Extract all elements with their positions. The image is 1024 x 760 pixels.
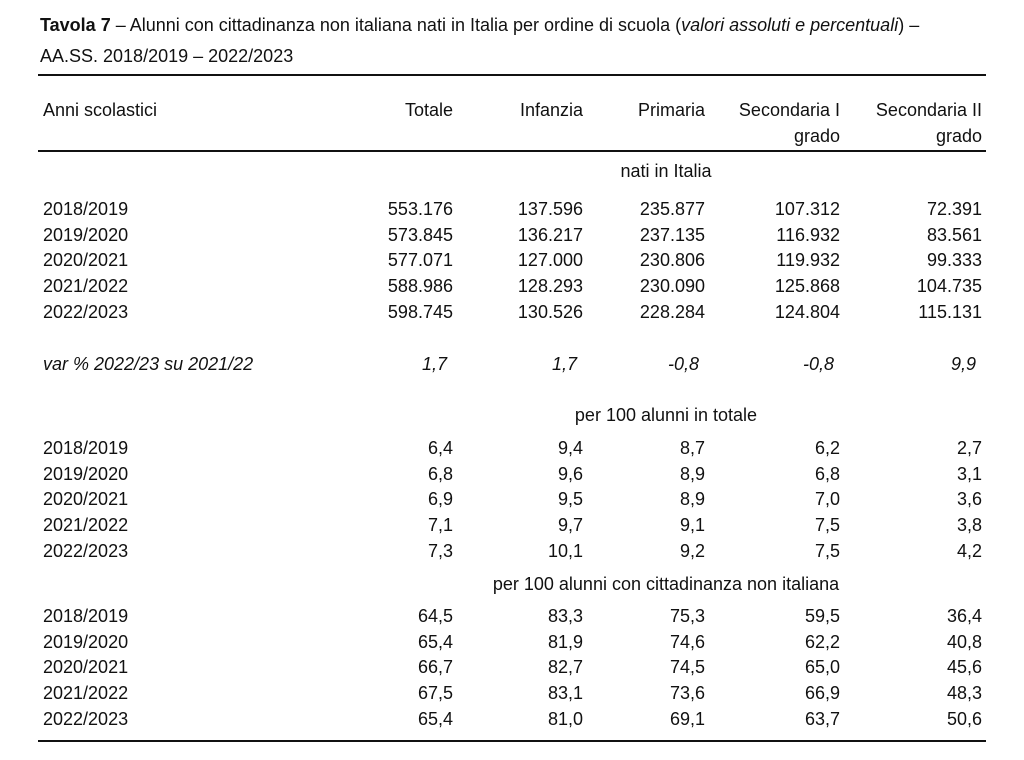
cell-primaria: 74,6 — [669, 631, 705, 652]
cell-secondaria-ii: 99.333 — [926, 250, 982, 271]
header-infanzia: Infanzia — [519, 100, 583, 120]
row-year: 2019/2020 — [43, 463, 129, 484]
cell-totale: 553.176 — [387, 199, 453, 219]
cell-secondaria-i: 116.932 — [776, 224, 840, 245]
cell-secondaria-ii: 3,1 — [956, 463, 982, 484]
cell-secondaria-i: 6,2 — [814, 438, 840, 458]
cell-secondaria-ii: 40,8 — [946, 631, 982, 652]
row-year: 2019/2020 — [43, 631, 129, 652]
cell-secondaria-i: 125.868 — [774, 276, 840, 297]
cell-primaria: 74,5 — [669, 657, 705, 678]
cell-primaria: 8,7 — [679, 438, 705, 458]
cell-infanzia: 128.293 — [517, 276, 583, 297]
table-caption — [40, 10, 1000, 72]
row-year: 2021/2022 — [43, 683, 129, 704]
cell-secondaria-i: 65,0 — [804, 657, 840, 678]
header-primaria: Primaria — [637, 100, 705, 120]
cell-totale: 64,5 — [417, 606, 453, 626]
header-secondaria-i-line2: grado — [793, 126, 840, 146]
cell-primaria: 9,1 — [679, 515, 705, 536]
header-totale: Totale — [404, 100, 453, 120]
cell-totale: 6,4 — [427, 438, 453, 458]
row-year: 2020/2021 — [43, 250, 129, 271]
cell-primaria: 235.877 — [639, 199, 705, 219]
row-year: 2020/2021 — [43, 657, 129, 678]
section-title: per 100 alunni in totale — [574, 405, 758, 425]
cell-secondaria-ii: 115.131 — [918, 301, 982, 322]
cell-secondaria-i: 7,5 — [814, 515, 840, 536]
cell-totale: 7,1 — [427, 515, 453, 536]
cell-primaria: 237.135 — [639, 224, 705, 245]
row-year: 2018/2019 — [43, 199, 129, 219]
row-year: 2021/2022 — [43, 515, 129, 536]
header-secondaria-ii-line2: grado — [935, 126, 982, 146]
caption-text-end: ) – — [898, 15, 920, 35]
cell-primaria: 69,1 — [669, 708, 705, 729]
row-year: 2022/2023 — [43, 301, 129, 322]
cell-totale: 6,9 — [427, 489, 453, 510]
variation-secondaria-ii: 9,9 — [950, 354, 976, 374]
caption-italic: valori assoluti e percentuali — [681, 15, 899, 35]
cell-totale: 588.986 — [387, 276, 453, 297]
cell-secondaria-i: 6,8 — [814, 463, 840, 484]
cell-secondaria-i: 119.932 — [776, 250, 840, 271]
top-rule — [38, 74, 986, 76]
variation-primaria: -0,8 — [667, 354, 699, 374]
section-title: nati in Italia — [620, 161, 712, 181]
cell-infanzia: 82,7 — [547, 657, 583, 678]
cell-totale: 7,3 — [427, 540, 453, 561]
header-anni-scolastici: Anni scolastici — [43, 100, 158, 120]
cell-totale: 66,7 — [417, 657, 453, 678]
cell-primaria: 230.806 — [639, 250, 705, 271]
variation-infanzia: 1,7 — [551, 354, 577, 374]
row-year: 2020/2021 — [43, 489, 129, 510]
cell-totale: 65,4 — [417, 631, 453, 652]
cell-primaria: 8,9 — [679, 489, 705, 510]
cell-infanzia: 130.526 — [517, 301, 583, 322]
cell-secondaria-ii: 48,3 — [946, 683, 982, 704]
cell-secondaria-ii: 50,6 — [946, 708, 982, 729]
cell-primaria: 73,6 — [669, 683, 705, 704]
cell-totale: 6,8 — [427, 463, 453, 484]
header-secondaria-i-line1: Secondaria I — [738, 100, 840, 120]
row-year: 2019/2020 — [43, 224, 129, 245]
cell-infanzia: 10,1 — [547, 540, 583, 561]
cell-secondaria-ii: 3,8 — [956, 515, 982, 536]
cell-primaria: 8,9 — [679, 463, 705, 484]
cell-infanzia: 83,1 — [547, 683, 583, 704]
row-year: 2021/2022 — [43, 276, 129, 297]
row-year: 2018/2019 — [43, 438, 129, 458]
cell-secondaria-ii: 36,4 — [946, 606, 982, 626]
cell-secondaria-i: 107.312 — [774, 199, 840, 219]
cell-infanzia: 9,6 — [557, 463, 583, 484]
cell-primaria: 9,2 — [679, 540, 705, 561]
cell-secondaria-i: 7,0 — [814, 489, 840, 510]
cell-primaria: 75,3 — [669, 606, 705, 626]
cell-infanzia: 136.217 — [517, 224, 583, 245]
cell-totale: 577.071 — [387, 250, 453, 271]
header-secondaria-i — [700, 97, 840, 149]
cell-infanzia: 81,0 — [547, 708, 583, 729]
caption-text: – Alunni con cittadinanza non italiana nati in Italia per ordine di scuola ( — [110, 15, 682, 35]
cell-secondaria-i: 66,9 — [804, 683, 840, 704]
cell-totale: 598.745 — [387, 301, 453, 322]
cell-totale: 67,5 — [417, 683, 453, 704]
cell-secondaria-i: 124.804 — [774, 301, 840, 322]
variation-secondaria-i: -0,8 — [802, 354, 834, 374]
header-rule — [38, 150, 986, 152]
caption-label: Tavola 7 — [40, 15, 111, 35]
cell-infanzia: 81,9 — [547, 631, 583, 652]
cell-secondaria-i: 7,5 — [814, 540, 840, 561]
cell-secondaria-ii: 45,6 — [946, 657, 982, 678]
header-secondaria-ii-line1: Secondaria II — [875, 100, 982, 120]
cell-totale: 65,4 — [417, 708, 453, 729]
cell-secondaria-ii: 83.561 — [926, 224, 982, 245]
variation-totale: 1,7 — [421, 354, 447, 374]
row-year: 2018/2019 — [43, 606, 129, 626]
cell-secondaria-i: 63,7 — [804, 708, 840, 729]
cell-primaria: 228.284 — [639, 301, 705, 322]
cell-secondaria-i: 59,5 — [804, 606, 840, 626]
cell-primaria: 230.090 — [639, 276, 705, 297]
cell-infanzia: 9,4 — [557, 438, 583, 458]
cell-infanzia: 137.596 — [517, 199, 583, 219]
header-secondaria-ii — [840, 97, 982, 149]
bottom-rule — [38, 740, 986, 742]
cell-secondaria-ii: 2,7 — [956, 438, 982, 458]
section-title: per 100 alunni con cittadinanza non italiana — [492, 574, 840, 594]
row-year: 2022/2023 — [43, 708, 129, 729]
caption-line-1 — [40, 10, 1000, 41]
cell-secondaria-ii: 4,2 — [956, 540, 982, 561]
cell-totale: 573.845 — [387, 224, 453, 245]
cell-infanzia: 83,3 — [547, 606, 583, 626]
cell-infanzia: 9,7 — [557, 515, 583, 536]
cell-infanzia: 127.000 — [517, 250, 583, 271]
caption-line-2: AA.SS. 2018/2019 – 2022/2023 — [40, 46, 294, 66]
cell-secondaria-ii: 104.735 — [916, 276, 982, 297]
cell-secondaria-ii: 3,6 — [956, 489, 982, 510]
cell-secondaria-i: 62,2 — [804, 631, 840, 652]
variation-label: var % 2022/23 su 2021/22 — [43, 354, 254, 374]
row-year: 2022/2023 — [43, 540, 129, 561]
cell-infanzia: 9,5 — [557, 489, 583, 510]
cell-secondaria-ii: 72.391 — [926, 199, 982, 219]
